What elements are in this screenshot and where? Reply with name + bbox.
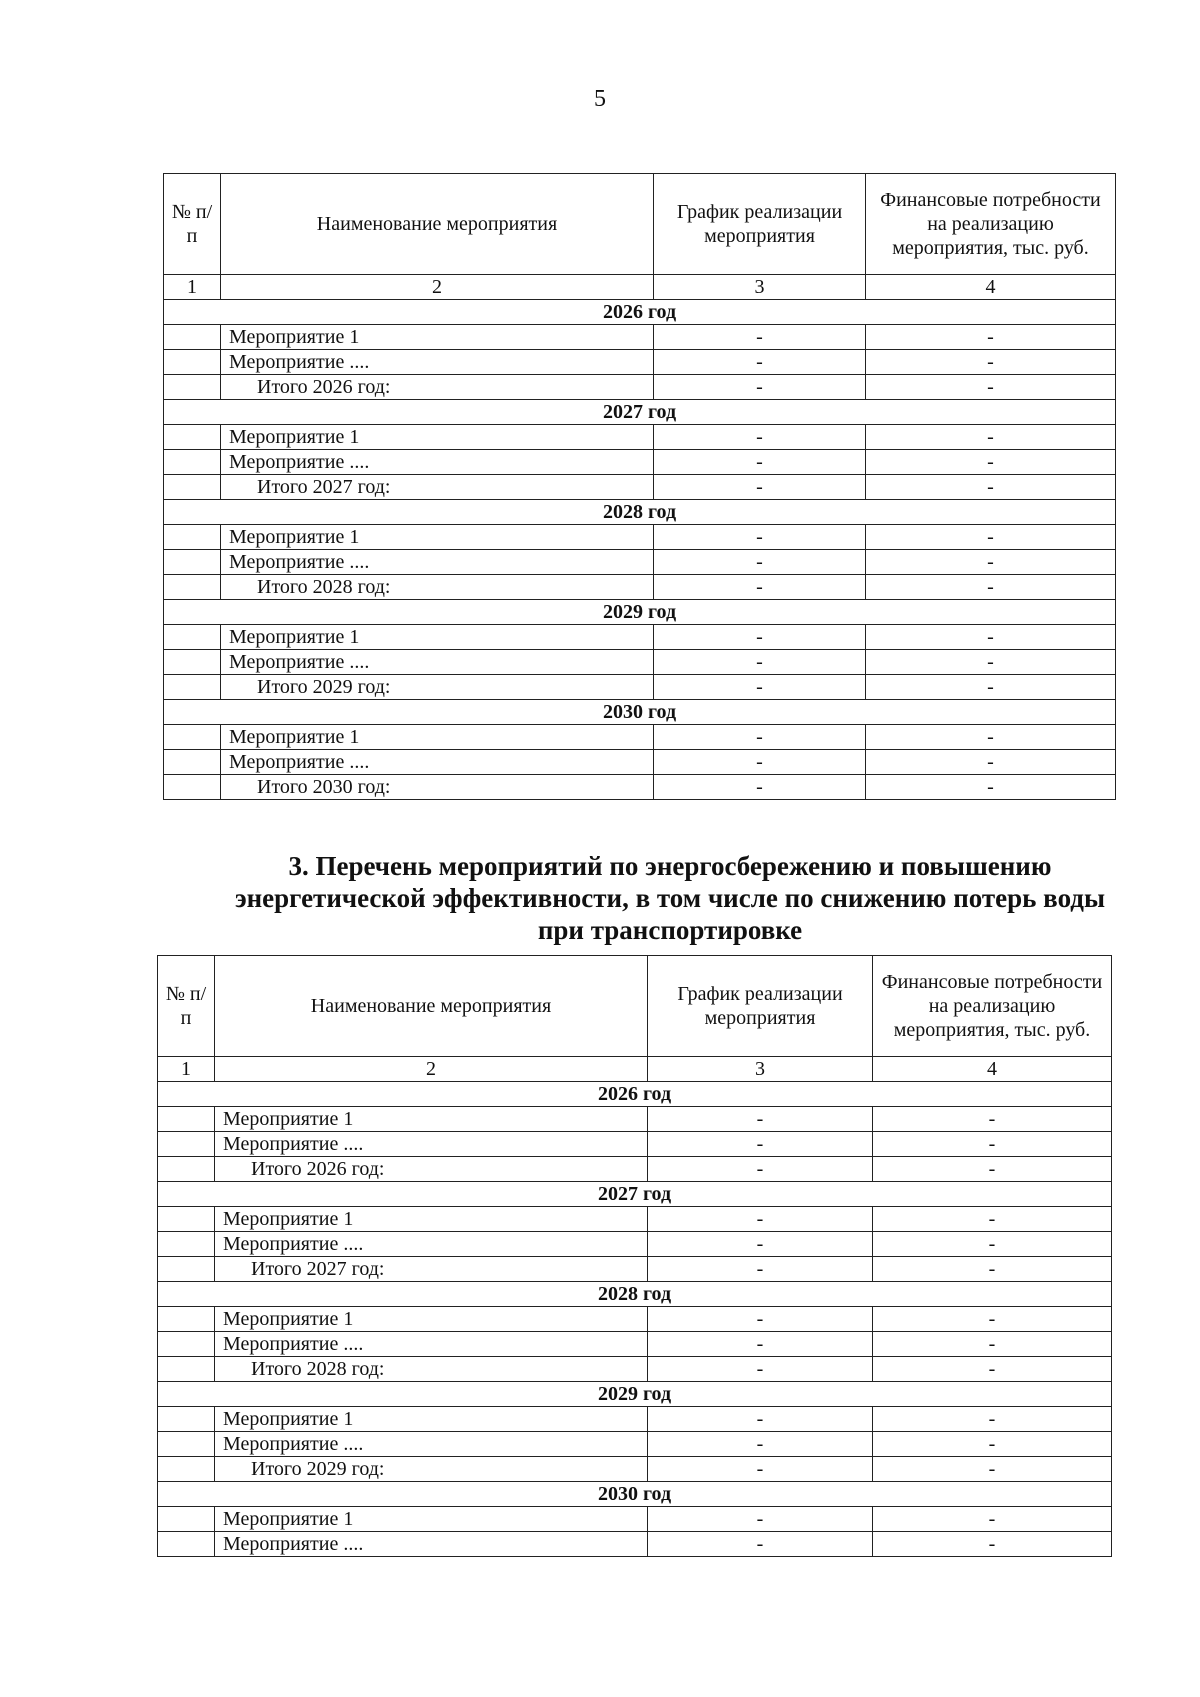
year-heading: 2029 год [158, 1382, 1112, 1407]
finance-value: - [873, 1257, 1112, 1282]
header-number: № п/п [158, 956, 215, 1057]
total-label: Итого 2028 год: [215, 1357, 648, 1382]
table-row [164, 525, 1116, 550]
table-row [164, 450, 1116, 475]
row-number-cell [158, 1232, 215, 1257]
table-row [158, 1307, 1112, 1332]
year-heading: 2028 год [158, 1282, 1112, 1307]
column-number-row [164, 275, 1116, 300]
header-number: № п/п [164, 174, 221, 275]
table-body [158, 1082, 1112, 1557]
finance-value: - [873, 1207, 1112, 1232]
measure-name: Мероприятие 1 [215, 1307, 648, 1332]
total-label: Итого 2029 год: [221, 675, 654, 700]
row-number-cell [164, 650, 221, 675]
schedule-value: - [654, 350, 866, 375]
schedule-value: - [648, 1132, 873, 1157]
year-heading: 2028 год [164, 500, 1116, 525]
row-number-cell [158, 1257, 215, 1282]
year-row [164, 700, 1116, 725]
table-row [164, 725, 1116, 750]
table-header-row [158, 956, 1112, 1057]
total-row [158, 1157, 1112, 1182]
schedule-value: - [648, 1357, 873, 1382]
total-label: Итого 2027 год: [221, 475, 654, 500]
total-row [164, 675, 1116, 700]
year-heading: 2026 год [164, 300, 1116, 325]
year-row [164, 300, 1116, 325]
schedule-value: - [654, 525, 866, 550]
schedule-value: - [654, 625, 866, 650]
table-row [158, 1232, 1112, 1257]
year-row [158, 1482, 1112, 1507]
finance-value: - [866, 775, 1116, 800]
schedule-value: - [648, 1507, 873, 1532]
total-row [158, 1457, 1112, 1482]
finance-value: - [873, 1157, 1112, 1182]
row-number-cell [164, 750, 221, 775]
schedule-value: - [654, 450, 866, 475]
table-body [164, 300, 1116, 800]
row-number-cell [164, 550, 221, 575]
row-number-cell [164, 775, 221, 800]
total-label: Итого 2026 год: [221, 375, 654, 400]
measure-name: Мероприятие .... [221, 650, 654, 675]
row-number-cell [164, 575, 221, 600]
column-number: 2 [215, 1057, 648, 1082]
page-number: 5 [594, 86, 606, 112]
schedule-value: - [648, 1407, 873, 1432]
finance-value: - [873, 1132, 1112, 1157]
table-row [164, 650, 1116, 675]
measure-name: Мероприятие .... [221, 550, 654, 575]
total-label: Итого 2029 год: [215, 1457, 648, 1482]
row-number-cell [164, 725, 221, 750]
schedule-value: - [648, 1332, 873, 1357]
row-number-cell [164, 450, 221, 475]
header-measure-name: Наименование мероприятия [221, 174, 654, 275]
finance-value: - [873, 1107, 1112, 1132]
finance-value: - [866, 650, 1116, 675]
schedule-value: - [654, 775, 866, 800]
finance-value: - [873, 1532, 1112, 1557]
schedule-value: - [654, 375, 866, 400]
row-number-cell [158, 1507, 215, 1532]
table-row [164, 750, 1116, 775]
schedule-value: - [654, 675, 866, 700]
measures-table-top [163, 173, 1116, 800]
measure-name: Мероприятие .... [221, 450, 654, 475]
finance-value: - [873, 1307, 1112, 1332]
table-row [158, 1532, 1112, 1557]
finance-value: - [866, 325, 1116, 350]
finance-value: - [866, 450, 1116, 475]
measure-name: Мероприятие .... [215, 1232, 648, 1257]
measure-name: Мероприятие 1 [215, 1507, 648, 1532]
total-row [158, 1357, 1112, 1382]
row-number-cell [164, 350, 221, 375]
table-row [164, 550, 1116, 575]
column-number: 4 [873, 1057, 1112, 1082]
row-number-cell [164, 425, 221, 450]
row-number-cell [164, 675, 221, 700]
finance-value: - [866, 375, 1116, 400]
measure-name: Мероприятие 1 [215, 1407, 648, 1432]
total-row [164, 375, 1116, 400]
schedule-value: - [648, 1107, 873, 1132]
row-number-cell [164, 375, 221, 400]
column-number: 4 [866, 275, 1116, 300]
total-label: Итого 2027 год: [215, 1257, 648, 1282]
measure-name: Мероприятие 1 [221, 625, 654, 650]
year-row [158, 1082, 1112, 1107]
schedule-value: - [654, 650, 866, 675]
finance-value: - [866, 525, 1116, 550]
schedule-value: - [654, 550, 866, 575]
table-row [164, 625, 1116, 650]
measure-name: Мероприятие .... [215, 1132, 648, 1157]
year-row [164, 500, 1116, 525]
schedule-value: - [648, 1157, 873, 1182]
row-number-cell [158, 1307, 215, 1332]
header-finance: Финансовые потребности на реализацию мероприятия, тыс. руб. [866, 174, 1116, 275]
year-heading: 2030 год [164, 700, 1116, 725]
row-number-cell [158, 1107, 215, 1132]
table-row [158, 1432, 1112, 1457]
column-number-row [158, 1057, 1112, 1082]
schedule-value: - [648, 1257, 873, 1282]
header-finance: Финансовые потребности на реализацию мероприятия, тыс. руб. [873, 956, 1112, 1057]
total-row [164, 475, 1116, 500]
row-number-cell [158, 1357, 215, 1382]
measure-name: Мероприятие 1 [215, 1107, 648, 1132]
header-schedule: График реализации мероприятия [648, 956, 873, 1057]
row-number-cell [164, 625, 221, 650]
column-number: 2 [221, 275, 654, 300]
table-row [158, 1507, 1112, 1532]
total-row [164, 775, 1116, 800]
finance-value: - [866, 425, 1116, 450]
schedule-value: - [648, 1207, 873, 1232]
year-heading: 2030 год [158, 1482, 1112, 1507]
year-heading: 2027 год [158, 1182, 1112, 1207]
finance-value: - [873, 1507, 1112, 1532]
year-heading: 2026 год [158, 1082, 1112, 1107]
finance-value: - [866, 550, 1116, 575]
table-row [164, 325, 1116, 350]
column-number: 1 [158, 1057, 215, 1082]
row-number-cell [158, 1332, 215, 1357]
finance-value: - [873, 1457, 1112, 1482]
schedule-value: - [648, 1457, 873, 1482]
table-row [158, 1132, 1112, 1157]
total-label: Итого 2030 год: [221, 775, 654, 800]
schedule-value: - [648, 1307, 873, 1332]
measures-table-bottom [157, 955, 1112, 1557]
section-heading: 3. Перечень мероприятий по энергосбережению и повышению энергетической эффективности, в том числе по снижению потерь воды при транспортировке [234, 851, 1106, 945]
schedule-value: - [648, 1232, 873, 1257]
year-row [164, 600, 1116, 625]
finance-value: - [866, 725, 1116, 750]
table-row [158, 1332, 1112, 1357]
year-heading: 2029 год [164, 600, 1116, 625]
finance-value: - [866, 575, 1116, 600]
row-number-cell [164, 525, 221, 550]
table-row [158, 1107, 1112, 1132]
total-row [164, 575, 1116, 600]
row-number-cell [158, 1532, 215, 1557]
row-number-cell [158, 1457, 215, 1482]
schedule-value: - [654, 575, 866, 600]
schedule-value: - [654, 475, 866, 500]
finance-value: - [873, 1332, 1112, 1357]
table-row [158, 1207, 1112, 1232]
schedule-value: - [654, 725, 866, 750]
column-number: 1 [164, 275, 221, 300]
finance-value: - [866, 675, 1116, 700]
total-row [158, 1257, 1112, 1282]
row-number-cell [164, 325, 221, 350]
measure-name: Мероприятие 1 [221, 325, 654, 350]
finance-value: - [873, 1407, 1112, 1432]
measure-name: Мероприятие .... [215, 1532, 648, 1557]
row-number-cell [158, 1132, 215, 1157]
finance-value: - [873, 1432, 1112, 1457]
row-number-cell [158, 1432, 215, 1457]
finance-value: - [866, 625, 1116, 650]
finance-value: - [873, 1232, 1112, 1257]
table-row [158, 1407, 1112, 1432]
measure-name: Мероприятие .... [215, 1332, 648, 1357]
finance-value: - [866, 350, 1116, 375]
table-row [164, 350, 1116, 375]
row-number-cell [164, 475, 221, 500]
schedule-value: - [648, 1532, 873, 1557]
schedule-value: - [648, 1432, 873, 1457]
schedule-value: - [654, 750, 866, 775]
header-schedule: График реализации мероприятия [654, 174, 866, 275]
measure-name: Мероприятие .... [221, 750, 654, 775]
column-number: 3 [654, 275, 866, 300]
measure-name: Мероприятие 1 [221, 725, 654, 750]
year-row [158, 1282, 1112, 1307]
finance-value: - [866, 750, 1116, 775]
year-row [158, 1182, 1112, 1207]
schedule-value: - [654, 325, 866, 350]
schedule-value: - [654, 425, 866, 450]
row-number-cell [158, 1157, 215, 1182]
column-number: 3 [648, 1057, 873, 1082]
table-header-row [164, 174, 1116, 275]
measure-name: Мероприятие .... [221, 350, 654, 375]
header-measure-name: Наименование мероприятия [215, 956, 648, 1057]
measure-name: Мероприятие 1 [215, 1207, 648, 1232]
measure-name: Мероприятие 1 [221, 525, 654, 550]
table-row [164, 425, 1116, 450]
measure-name: Мероприятие 1 [221, 425, 654, 450]
finance-value: - [866, 475, 1116, 500]
year-row [158, 1382, 1112, 1407]
row-number-cell [158, 1407, 215, 1432]
year-row [164, 400, 1116, 425]
row-number-cell [158, 1207, 215, 1232]
year-heading: 2027 год [164, 400, 1116, 425]
total-label: Итого 2028 год: [221, 575, 654, 600]
measure-name: Мероприятие .... [215, 1432, 648, 1457]
finance-value: - [873, 1357, 1112, 1382]
total-label: Итого 2026 год: [215, 1157, 648, 1182]
